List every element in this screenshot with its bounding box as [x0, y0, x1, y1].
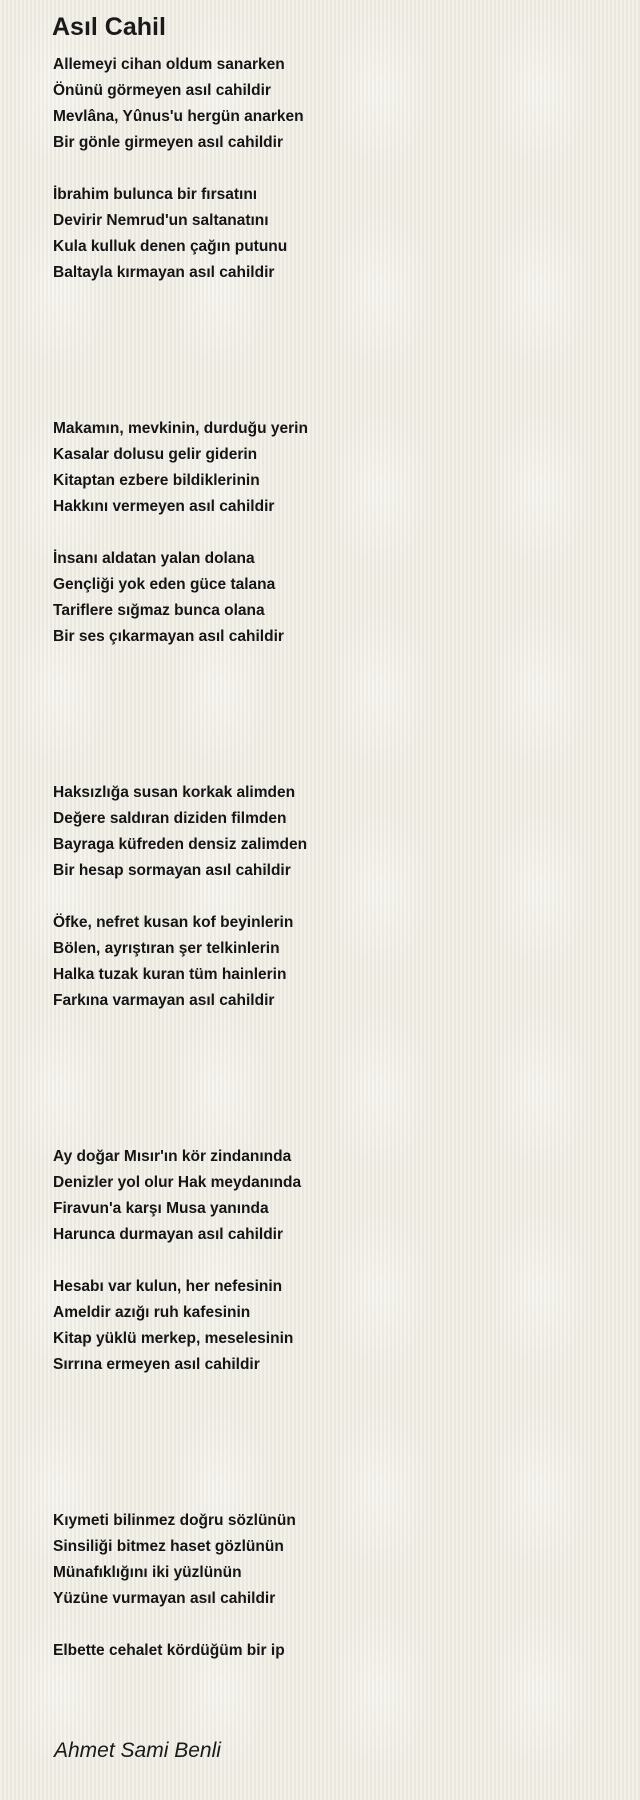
stanza-7 — [53, 1144, 613, 1248]
poem-line: Farkına varmayan asıl cahildir — [53, 992, 275, 1009]
stanza-gap — [53, 156, 613, 182]
poem-line: Bir hesap sormayan asıl cahildir — [53, 862, 291, 879]
stanza-gap — [53, 884, 613, 910]
stanza-gap — [53, 1612, 613, 1638]
stanza-gap — [53, 1248, 613, 1274]
poem-title: Asıl Cahil — [52, 13, 166, 41]
poem-line: Bir ses çıkarmayan asıl cahildir — [53, 628, 284, 645]
poem-line: Makamın, mevkinin, durduğu yerin — [53, 420, 308, 437]
poem-line: Ameldir azığı ruh kafesinin — [53, 1304, 251, 1321]
poem-line: Tariflere sığmaz bunca olana — [53, 602, 265, 619]
poem-line: Mevlâna, Yûnus'u hergün anarken — [53, 108, 304, 125]
poem-author[interactable]: Ahmet Sami Benli — [54, 1739, 221, 1762]
section-gap — [53, 1014, 613, 1144]
stanza-2 — [53, 182, 613, 286]
stanza-gap — [53, 520, 613, 546]
poem-line: Devirir Nemrud'un saltanatını — [53, 212, 269, 229]
poem-line: Kitaptan ezbere bildiklerinin — [53, 472, 260, 489]
section-gap — [53, 650, 613, 780]
poem-line: Önünü görmeyen asıl cahildir — [53, 82, 271, 99]
poem-line: Öfke, nefret kusan kof beyinlerin — [53, 914, 294, 931]
poem-line: Haksızlığa susan korkak alimden — [53, 784, 296, 801]
stanza-6 — [53, 910, 613, 1014]
stanza-10 — [53, 1638, 613, 1664]
poem-line: Elbette cehalet kördüğüm bir ip — [53, 1642, 285, 1659]
poem-line: Kasalar dolusu gelir giderin — [53, 446, 258, 463]
stanza-9 — [53, 1508, 613, 1612]
stanza-4 — [53, 546, 613, 650]
poem-line: Firavun'a karşı Musa yanında — [53, 1200, 269, 1217]
section-gap — [53, 1378, 613, 1508]
poem-line: Allemeyi cihan oldum sanarken — [53, 56, 285, 73]
stanza-8 — [53, 1274, 613, 1378]
poem-body — [53, 52, 613, 1664]
poem-line: Sırrına ermeyen asıl cahildir — [53, 1356, 260, 1373]
poem-line: Değere saldıran diziden filmden — [53, 810, 287, 827]
poem-line: Bölen, ayrıştıran şer telkinlerin — [53, 940, 280, 957]
poem-line: Ay doğar Mısır'ın kör zindanında — [53, 1148, 292, 1165]
poem-line: İnsanı aldatan yalan dolana — [53, 550, 255, 567]
stanza-1 — [53, 52, 613, 156]
poem-line: Kula kulluk denen çağın putunu — [53, 238, 288, 255]
poem-line: Münafıklığını iki yüzlünün — [53, 1564, 242, 1581]
stanza-5 — [53, 780, 613, 884]
poem-line: İbrahim bulunca bir fırsatını — [53, 186, 258, 203]
poem-line: Harunca durmayan asıl cahildir — [53, 1226, 284, 1243]
poem-line: Gençliği yok eden güce talana — [53, 576, 276, 593]
poem-line: Denizler yol olur Hak meydanında — [53, 1174, 302, 1191]
poem-line: Hakkını vermeyen asıl cahildir — [53, 498, 275, 515]
section-gap — [53, 286, 613, 416]
poem-line: Baltayla kırmayan asıl cahildir — [53, 264, 275, 281]
stanza-3 — [53, 416, 613, 520]
poem-line: Kıymeti bilinmez doğru sözlünün — [53, 1512, 296, 1529]
poem-line: Yüzüne vurmayan asıl cahildir — [53, 1590, 276, 1607]
poem-line: Bir gönle girmeyen asıl cahildir — [53, 134, 283, 151]
poem-line: Sinsiliği bitmez haset gözlünün — [53, 1538, 284, 1555]
poem-line: Bayraga küfreden densiz zalimden — [53, 836, 308, 853]
poem-line: Hesabı var kulun, her nefesinin — [53, 1278, 283, 1295]
poem-line: Halka tuzak kuran tüm hainlerin — [53, 966, 287, 983]
poem-line: Kitap yüklü merkep, meselesinin — [53, 1330, 294, 1347]
